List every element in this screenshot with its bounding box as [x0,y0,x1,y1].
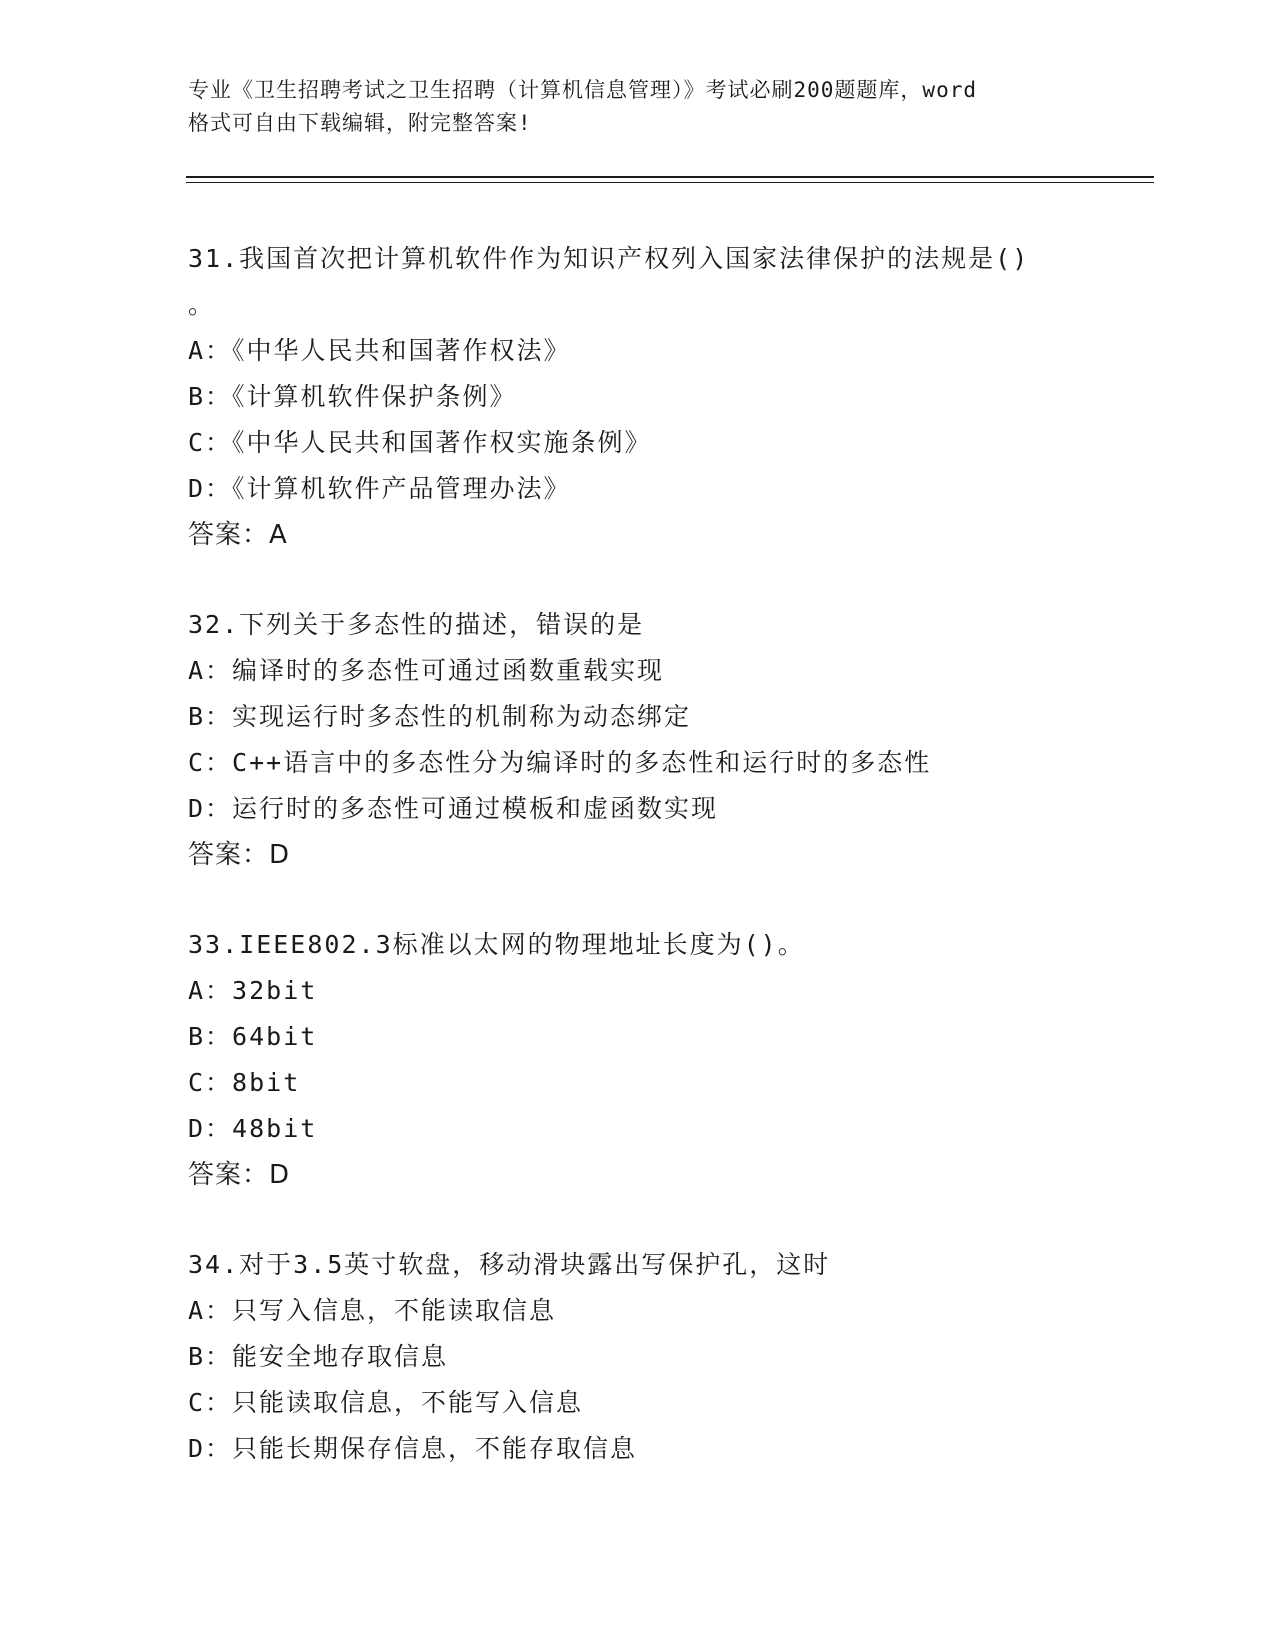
question-31 [188,236,1108,558]
question-stem: 33.IEEE802.3标准以太网的物理地址长度为()。 [188,930,805,959]
option-a: A：编译时的多态性可通过函数重载实现 [188,656,665,685]
option-c: C：只能读取信息，不能写入信息 [188,1388,584,1417]
question-32 [188,602,1108,878]
option-b: B：《计算机软件保护条例》 [188,382,517,411]
header-line-2: 格式可自由下载编辑，附完整答案! [188,111,532,135]
option-d: D：运行时的多态性可通过模板和虚函数实现 [188,794,719,823]
header-line-1: 专业《卫生招聘考试之卫生招聘（计算机信息管理）》考试必刷200题题库，word [188,78,977,102]
option-c: C：《中华人民共和国著作权实施条例》 [188,428,652,457]
question-stem: 34.对于3.5英寸软盘，移动滑块露出写保护孔，这时 [188,1250,831,1279]
answer-label: 答案：A [188,520,288,550]
answer-label: 答案：D [188,1160,291,1190]
option-d: D：48bit [188,1114,318,1143]
option-c: C：8bit [188,1068,301,1097]
question-spacer [188,1198,1108,1242]
question-spacer [188,878,1108,922]
question-spacer [188,558,1108,602]
answer-label: 答案：D [188,840,291,870]
option-d: D：《计算机软件产品管理办法》 [188,474,571,503]
question-stem-continuation: 。 [188,290,214,319]
question-stem: 32.下列关于多态性的描述，错误的是 [188,610,645,639]
option-a: A：32bit [188,976,318,1005]
document-header [188,74,1088,140]
option-c: C：C++语言中的多态性分为编译时的多态性和运行时的多态性 [188,748,932,777]
header-divider-thick [186,176,1154,178]
option-a: A：只写入信息，不能读取信息 [188,1296,557,1325]
option-d: D：只能长期保存信息，不能存取信息 [188,1434,638,1463]
question-33 [188,922,1108,1198]
option-b: B：64bit [188,1022,318,1051]
option-a: A：《中华人民共和国著作权法》 [188,336,571,365]
question-list [188,236,1108,1472]
question-stem: 31.我国首次把计算机软件作为知识产权列入国家法律保护的法规是() [188,244,1030,273]
question-34 [188,1242,1108,1472]
option-b: B：实现运行时多态性的机制称为动态绑定 [188,702,692,731]
option-b: B：能安全地存取信息 [188,1342,449,1371]
header-divider-thin [186,182,1154,183]
